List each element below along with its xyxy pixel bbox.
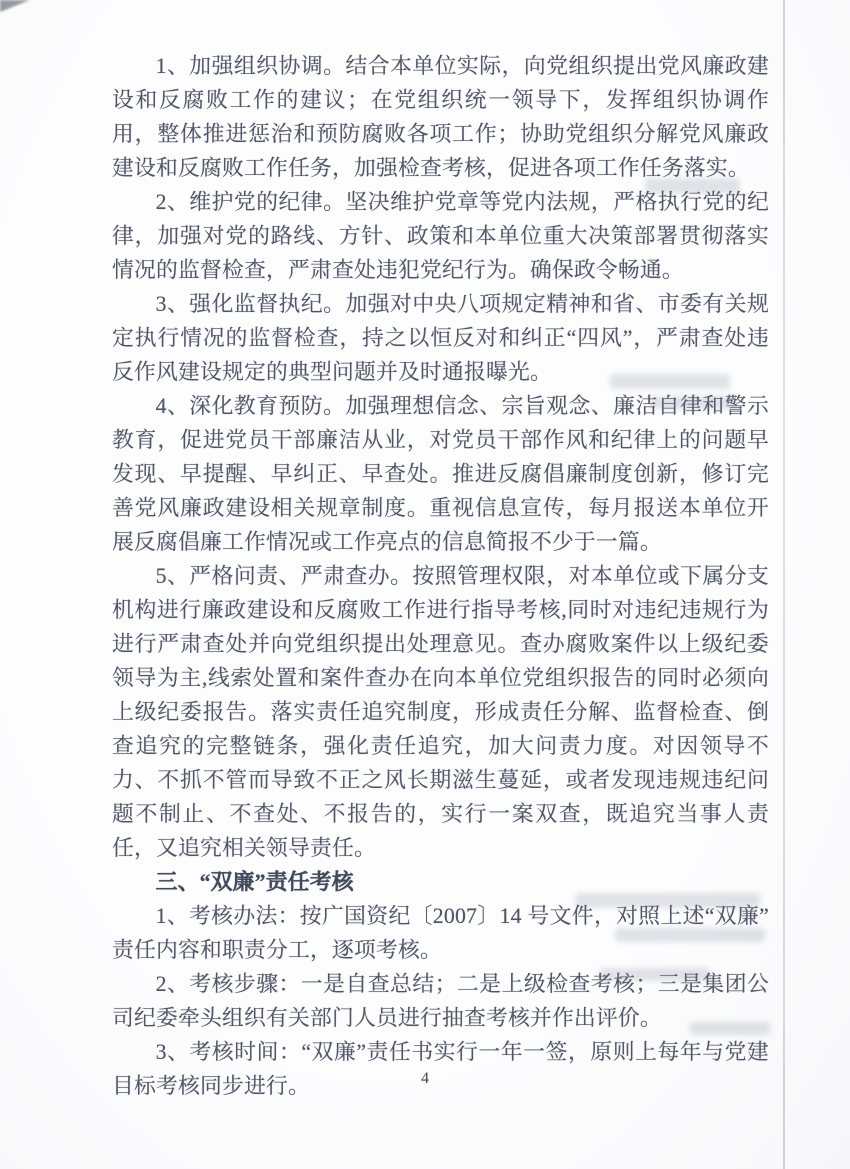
ink-bleed-artifact (575, 893, 760, 908)
paragraph-6-assessment-method: 1、考核办法：按广国资纪〔2007〕14 号文件，对照上述“双廉”责任内容和职责分工，逐项考核。 (112, 904, 769, 962)
page-edge-crease-line (783, 0, 785, 1169)
paragraph-3-supervision-enforcement: 3、强化监督执纪。加强对中央八项规定精神和省、市委有关规定执行情况的监督检查，持之以恒反对和纠正“四风”，严肃查处违反作风建设规定的典型问题并及时通报曝光。 (112, 292, 769, 384)
section-heading-shuanglian-assessment: 三、“双廉”责任考核 (155, 870, 354, 894)
ink-bleed-artifact (610, 374, 730, 389)
page-number: 4 (421, 1070, 429, 1087)
document-body (112, 49, 769, 1103)
paragraph-2-party-discipline: 2、维护党的纪律。坚决维护党章等党内法规，严格执行党的纪律，加强对党的路线、方针、政策和本单位重大决策部署贯彻落实情况的监督检查，严肃查处违犯党纪行为。确保政令畅通。 (112, 190, 769, 282)
scan-corner-artifact (0, 0, 30, 12)
paragraph-5-accountability-investigation: 5、严格问责、严肃查办。按照管理权限，对本单位或下属分支机构进行廉政建设和反腐败工作进行指导考核,同时对违纪违规行为进行严肃查处并向党组织提出处理意见。查办腐败案件以上级纪委领导为主,线索处置和案件查办在向本单位党组织报告的同时必须向上级纪委报告。落实责任追究制度，形成责任分解、监督检查、倒查追究的完整链条，强化责任追究，加大问责力度。对因领导不力、不抓不管而导致不正之风长期滋生蔓延，或者发现违规违纪问题不制止、不查处、不报告的，实行一案双查，既追究当事人责任，又追究相关领导责任。 (112, 564, 769, 860)
ink-bleed-artifact (600, 968, 710, 981)
paragraph-8-assessment-timing: 3、考核时间：“双廉”责任书实行一年一签，原则上每年与党建目标考核同步进行。 (112, 1040, 769, 1098)
ink-bleed-artifact (690, 1022, 770, 1035)
ink-bleed-artifact (615, 928, 765, 942)
ink-bleed-artifact (650, 396, 735, 409)
ink-bleed-artifact (645, 178, 740, 194)
paragraph-1-organization-coordination: 1、加强组织协调。结合本单位实际，向党组织提出党风廉政建设和反腐败工作的建议；在党组织统一领导下，发挥组织协调作用，整体推进惩治和预防腐败各项工作；协助党组织分解党风廉政建设和反腐败工作任务，加强检查考核，促进各项工作任务落实。 (112, 54, 769, 180)
paragraph-7-assessment-steps: 2、考核步骤：一是自查总结；二是上级检查考核；三是集团公司纪委牵头组织有关部门人员进行抽查考核并作出评价。 (112, 972, 769, 1030)
paragraph-4-education-prevention: 4、深化教育预防。加强理想信念、宗旨观念、廉洁自律和警示教育，促进党员干部廉洁从业，对党员干部作风和纪律上的问题早发现、早提醒、早纠正、早查处。推进反腐倡廉制度创新，修订完善党风廉政建设相关规章制度。重视信息宣传，每月报送本单位开展反腐倡廉工作情况或工作亮点的信息简报不少于一篇。 (112, 394, 769, 554)
